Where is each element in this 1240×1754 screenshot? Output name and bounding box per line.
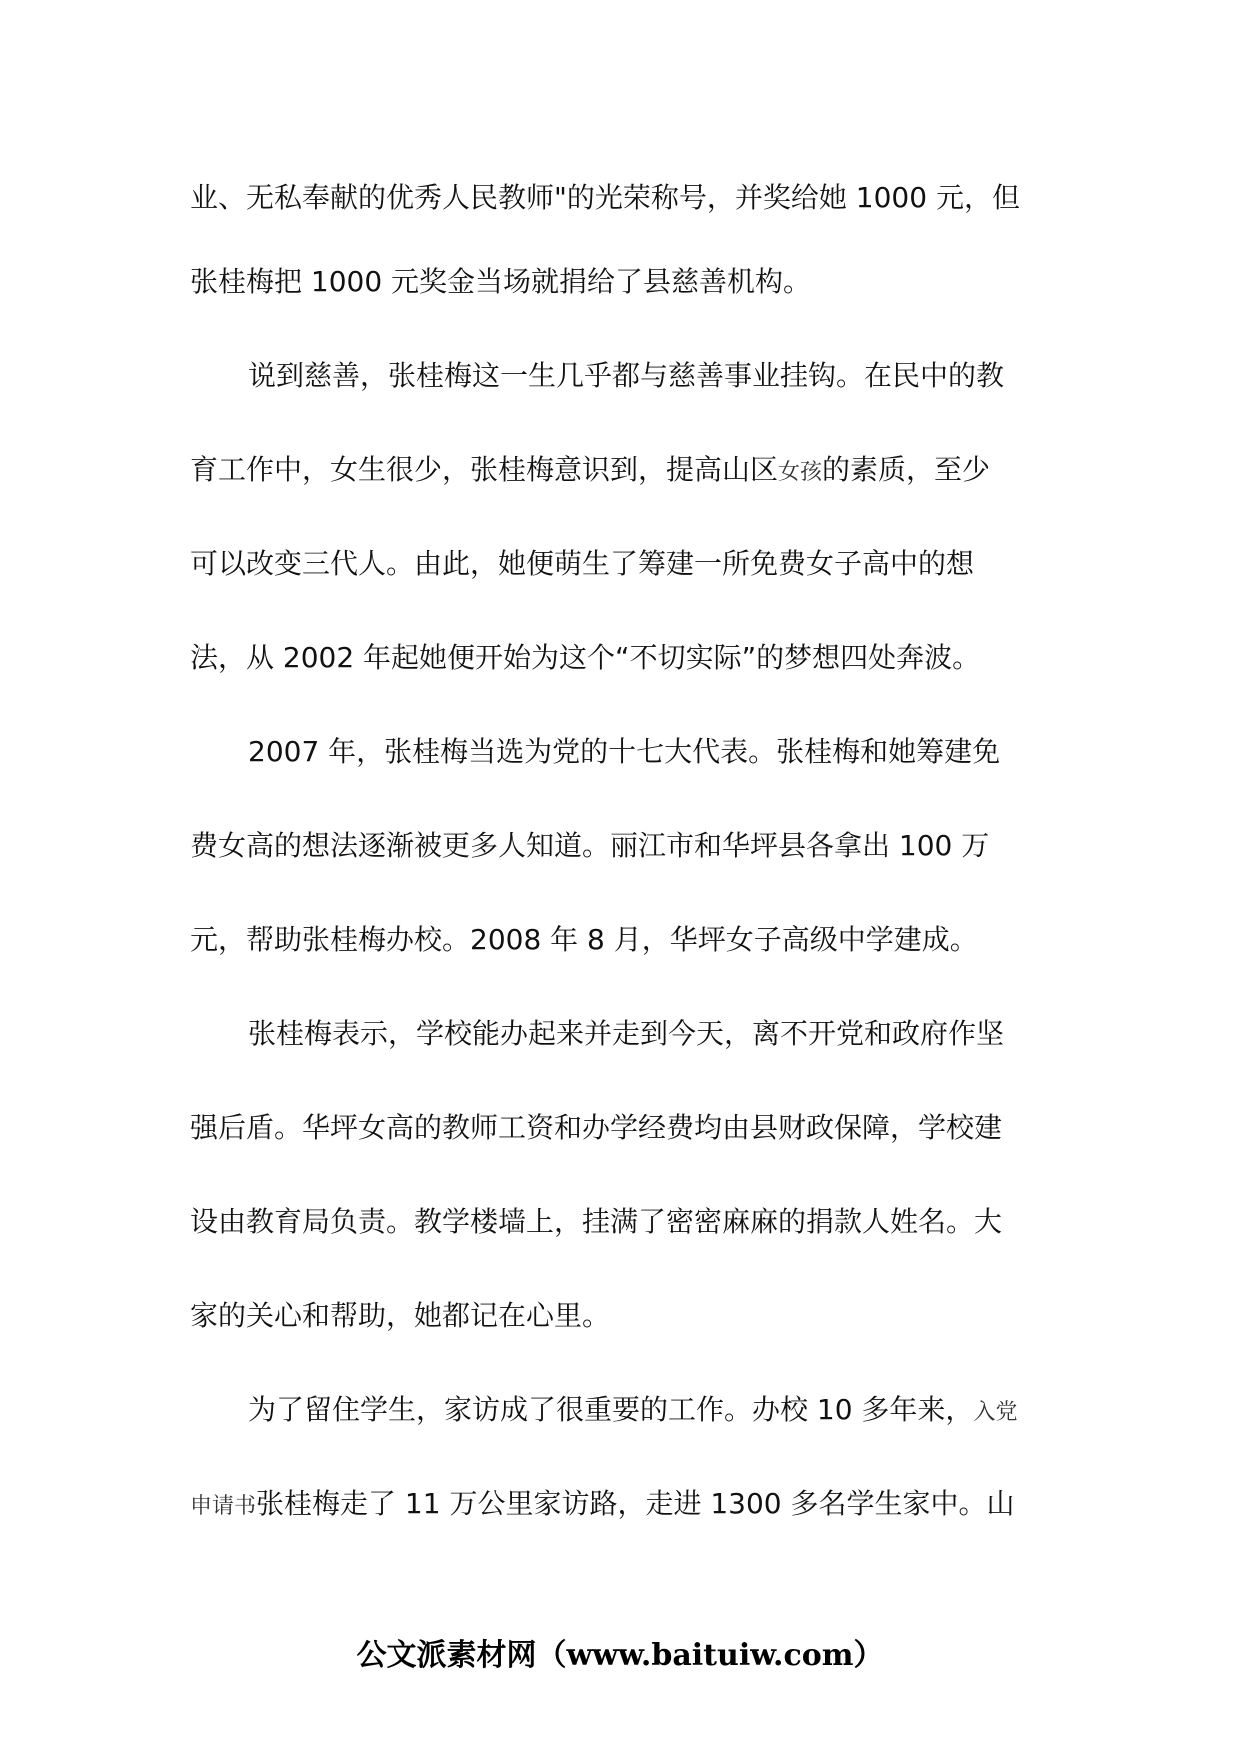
text-segment: 的素质，至少 (822, 453, 991, 486)
text-segment: 育工作中，女生很少，张桂梅意识到，提高山区 (190, 453, 779, 486)
inline-note: 入党 (973, 1400, 1018, 1425)
paragraph-first-line (248, 1392, 1017, 1431)
paragraph-first-line: 说到慈善，张桂梅这一生几乎都与慈善事业挂钩。在民中的教 (248, 359, 1005, 392)
text-segment: 张桂梅走了 11 万公里家访路，走进 1300 多名学生家中。山 (256, 1487, 1015, 1520)
paragraph-first-line: 张桂梅表示，学校能办起来并走到今天，离不开党和政府作坚 (248, 1017, 1005, 1050)
text-line: 法，从 2002 年起她便开始为这个“不切实际”的梦想四处奔波。 (190, 641, 981, 674)
paragraph-first-line: 2007 年，张桂梅当选为党的十七大代表。张桂梅和她筹建免 (248, 735, 1001, 768)
text-segment: 为了留住学生，家访成了很重要的工作。办校 10 多年来， (248, 1393, 974, 1426)
text-line: 强后盾。华坪女高的教师工资和办学经费均由县财政保障，学校建 (190, 1111, 1003, 1144)
text-line: 可以改变三代人。由此，她便萌生了筹建一所免费女子高中的想 (190, 547, 975, 580)
inline-note: 申请书 (190, 1494, 257, 1519)
text-line: 设由教育局负责。教学楼墙上，挂满了密密麻麻的捐款人姓名。大 (190, 1205, 1003, 1238)
text-line: 张桂梅把 1000 元奖金当场就捐给了县慈善机构。 (190, 265, 812, 298)
text-line (190, 1486, 1015, 1525)
text-line (190, 452, 990, 491)
text-line: 元，帮助张桂梅办校。2008 年 8 月，华坪女子高级中学建成。 (190, 923, 978, 956)
text-line: 家的关心和帮助，她都记在心里。 (190, 1299, 611, 1332)
inline-note: 女孩 (778, 460, 823, 485)
text-line: 费女高的想法逐渐被更多人知道。丽江市和华坪县各拿出 100 万 (190, 829, 990, 862)
text-line: 业、无私奉献的优秀人民教师"的光荣称号，并奖给她 1000 元，但 (190, 181, 1020, 214)
page-footer: 公文派素材网（www.baituiw.com） (356, 1638, 884, 1673)
